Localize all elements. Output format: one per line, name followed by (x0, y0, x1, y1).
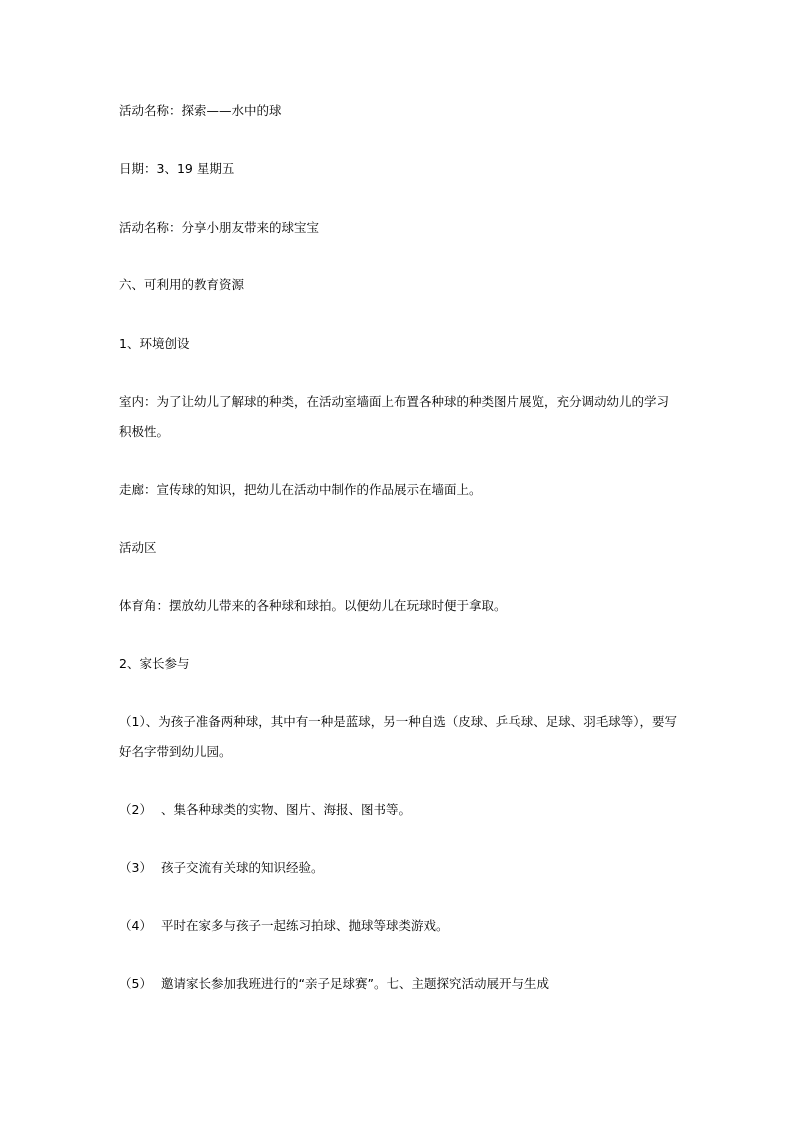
date-line: 日期：3、19 星期五 (119, 161, 235, 176)
list-item (119, 976, 679, 992)
section-heading-resources: 六、可利用的教育资源 (119, 277, 245, 292)
list-item-text: 邀请家长参加我班进行的“亲子足球赛”。七、主题探究活动展开与生成 (161, 976, 549, 991)
list-item-number: （2） (119, 802, 152, 817)
list-item (119, 860, 679, 876)
paragraph-indoor: 室内：为了让幼儿了解球的种类，在活动室墙面上布置各种球的种类图片展览，充分调动幼儿的学习积极性。 (119, 394, 670, 439)
paragraph-corridor: 走廊：宣传球的知识，把幼儿在活动中制作的作品展示在墙面上。 (119, 482, 482, 497)
list-item (119, 918, 679, 934)
list-item-number: （4） (119, 918, 152, 933)
subheading-environment: 1、环境创设 (119, 336, 190, 351)
list-item (119, 802, 679, 818)
subheading-parent-participation: 2、家长参与 (119, 656, 190, 671)
list-item-1: （1）、为孩子准备两种球，其中有一种是蓝球，另一种自选（皮球、乒乓球、足球、羽毛球等），要写好名字带到幼儿园。 (119, 714, 677, 759)
activity-name-2: 活动名称：分享小朋友带来的球宝宝 (119, 220, 320, 235)
list-item-text: 平时在家多与孩子一起练习拍球、抛球等球类游戏。 (161, 918, 449, 933)
activity-name-1: 活动名称：探索——水中的球 (119, 103, 282, 118)
paragraph-sports-corner: 体育角：摆放幼儿带来的各种球和球拍。以便幼儿在玩球时便于拿取。 (119, 598, 507, 613)
subheading-activity-area: 活动区 (119, 540, 157, 555)
list-item-number: （5） (119, 976, 152, 991)
list-item-number: （3） (119, 860, 152, 875)
list-item-text: 、集各种球类的实物、图片、海报、图书等。 (161, 802, 412, 817)
list-item-text: 孩子交流有关球的知识经验。 (161, 860, 324, 875)
